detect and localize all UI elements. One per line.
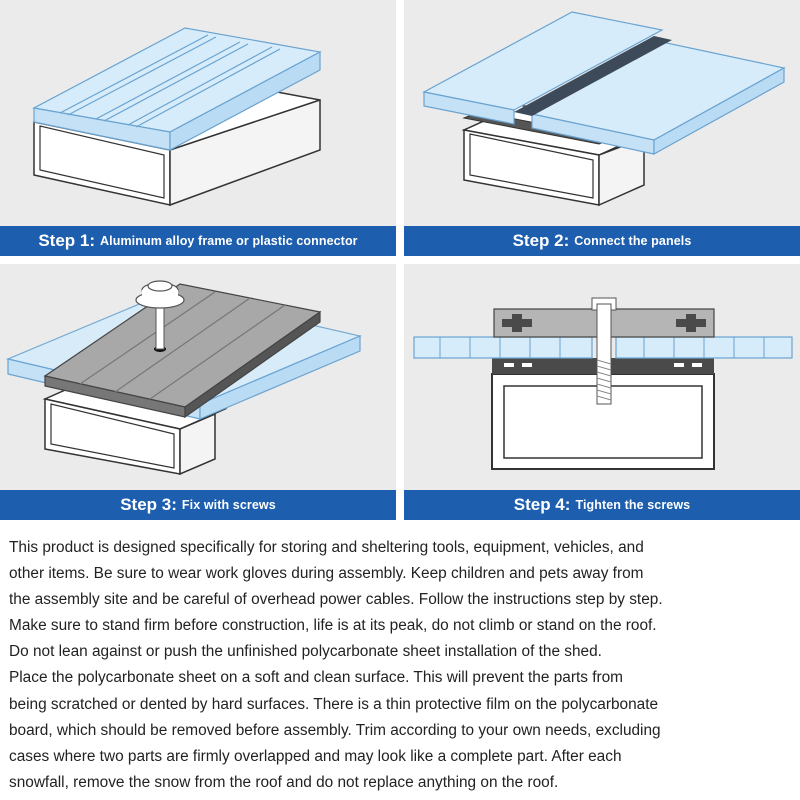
description-line: snowfall, remove the snow from the roof and do not replace anything on the roof. [9, 773, 559, 791]
step-4-banner [404, 490, 800, 520]
description-line: the assembly site and be careful of overhead power cables. Follow the instructions step by step. [9, 591, 663, 609]
step-4-panel [404, 264, 800, 520]
description-line: Place the polycarbonate sheet on a soft and clean surface. This will prevent the parts from [9, 669, 623, 687]
step-2-panel [404, 0, 800, 256]
step-2-banner [404, 226, 800, 256]
step-1-label: Step 1: [38, 231, 96, 250]
step-1-banner [0, 226, 396, 256]
connect-panels-illustration [404, 0, 800, 226]
frame-connector-illustration [0, 0, 396, 226]
step-3-banner [0, 490, 396, 520]
description-line: being scratched or dented by hard surfaces. There is a thin protective film on the polycarbonate [9, 695, 659, 713]
tighten-screws-illustration [404, 264, 800, 490]
step-3-description: Fix with screws [181, 498, 276, 512]
description-line: Do not lean against or push the unfinished polycarbonate sheet installation of the shed. [9, 643, 602, 661]
description-line: other items. Be sure to wear work gloves during assembly. Keep children and pets away from [9, 565, 644, 583]
step-1-description: Aluminum alloy frame or plastic connector [100, 234, 358, 248]
description-line: This product is designed specifically for storing and sheltering tools, equipment, vehicles, and [9, 539, 644, 556]
step-1-panel [0, 0, 396, 256]
step-4-label: Step 4: [513, 495, 571, 514]
step-2-label: Step 2: [512, 231, 570, 250]
fix-screws-illustration [0, 264, 396, 490]
description-line: Make sure to stand firm before construction, life is at its peak, do not climb or stand on the roof. [9, 617, 657, 635]
step-3-panel [0, 264, 396, 520]
product-description [9, 535, 799, 796]
description-line: cases where two parts are firmly overlapped and may look like a complete part. After each [9, 747, 622, 765]
description-line: board, which should be removed before assembly. Trim according to your own needs, excluding [9, 721, 661, 739]
step-4-description: Tighten the screws [575, 498, 691, 512]
step-2-description: Connect the panels [574, 234, 692, 248]
step-3-label: Step 3: [120, 495, 177, 514]
